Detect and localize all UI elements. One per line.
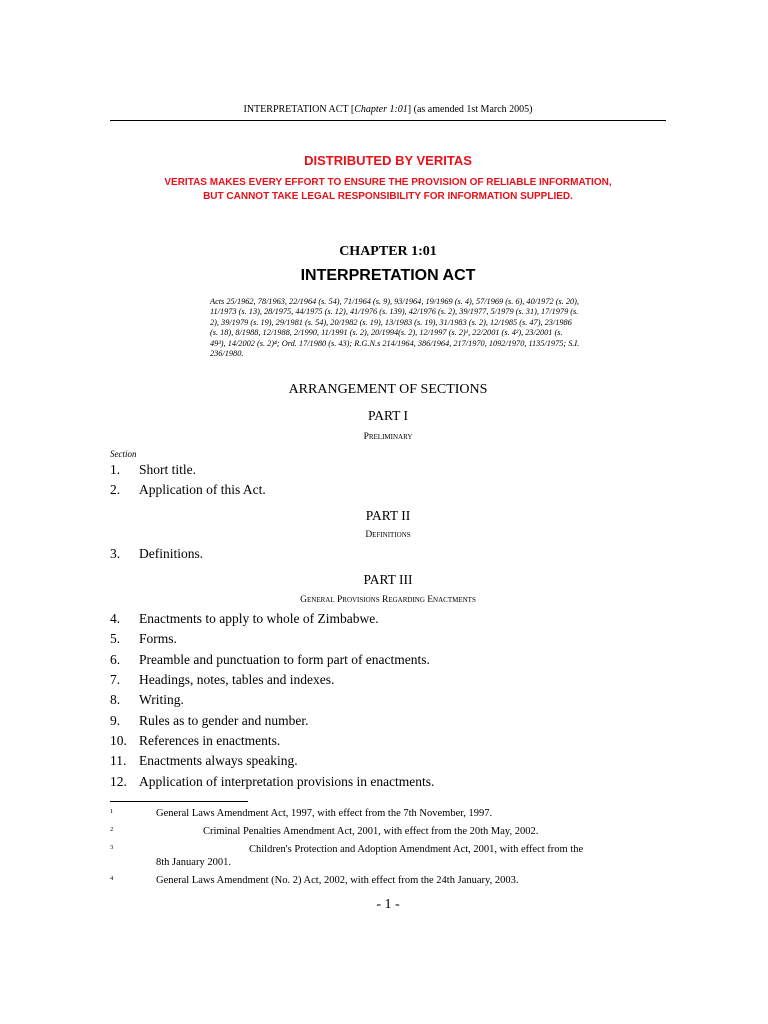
footnote-text: Children's Protection and Adoption Amendment Act, 2001, with effect from the 8th January 2001. xyxy=(156,844,584,868)
section-item xyxy=(110,713,308,729)
section-item xyxy=(110,546,203,562)
section-number: 9. xyxy=(110,713,121,728)
footnote xyxy=(110,874,586,887)
distributor-heading: DISTRIBUTED BY VERITAS xyxy=(304,153,472,168)
section-item xyxy=(110,672,334,688)
section-title: Preamble and punctuation to form part of enactments. xyxy=(139,652,430,667)
footnote xyxy=(110,843,586,869)
section-number: 10. xyxy=(110,733,127,748)
section-item xyxy=(110,462,196,478)
chapter-number: CHAPTER 1:01 xyxy=(339,244,437,259)
section-item xyxy=(110,733,280,749)
header-title: INTERPRETATION ACT [ xyxy=(243,104,355,115)
part-1-subtitle: Preliminary xyxy=(363,432,413,442)
section-title: Application of interpretation provisions in enactments. xyxy=(139,774,435,789)
section-title: Forms. xyxy=(139,631,177,646)
section-number: 11. xyxy=(110,753,127,768)
section-number: 2. xyxy=(110,482,121,497)
section-title: References in enactments. xyxy=(139,733,281,748)
footnote xyxy=(110,807,586,820)
section-item xyxy=(110,631,177,647)
section-item xyxy=(110,482,266,498)
part-1-title: PART I xyxy=(367,408,409,423)
section-title: Writing. xyxy=(139,692,184,707)
footnote-mark: 3 xyxy=(110,844,114,851)
section-number: 4. xyxy=(110,611,121,626)
section-title: Definitions. xyxy=(139,546,204,561)
disclaimer-line-1: VERITAS MAKES EVERY EFFORT TO ENSURE THE PROVISION OF RELIABLE INFORMATION, xyxy=(164,177,612,188)
section-number: 1. xyxy=(110,462,121,477)
section-number: 12. xyxy=(110,774,127,789)
section-title: Headings, notes, tables and indexes. xyxy=(139,672,335,687)
section-label: Section xyxy=(110,449,137,459)
section-item xyxy=(110,611,379,627)
section-number: 6. xyxy=(110,652,121,667)
header-suffix: ] (as amended 1st March 2005) xyxy=(407,104,533,115)
section-number: 3. xyxy=(110,546,121,561)
section-title: Short title. xyxy=(139,462,196,477)
disclaimer-line-2: BUT CANNOT TAKE LEGAL RESPONSIBILITY FOR INFORMATION SUPPLIED. xyxy=(203,191,573,202)
running-header xyxy=(110,104,666,115)
section-number: 5. xyxy=(110,631,121,646)
part-2-subtitle: Definitions xyxy=(365,530,411,540)
section-title: Application of this Act. xyxy=(139,482,266,497)
arrangement-heading: ARRANGEMENT OF SECTIONS xyxy=(288,382,488,397)
section-title: Enactments to apply to whole of Zimbabwe. xyxy=(139,611,379,626)
footnote xyxy=(110,825,586,838)
section-number: 8. xyxy=(110,692,121,707)
section-item xyxy=(110,774,434,790)
section-title: Rules as to gender and number. xyxy=(139,713,309,728)
footnote-mark: 1 xyxy=(110,808,114,815)
footnote-mark: 2 xyxy=(110,826,114,833)
part-3-title: PART III xyxy=(363,572,413,587)
section-item xyxy=(110,753,298,769)
section-number: 7. xyxy=(110,672,121,687)
footnote-mark: 4 xyxy=(110,875,114,882)
footnote-text: General Laws Amendment Act, 1997, with effect from the 7th November, 1997. xyxy=(156,808,493,819)
footnote-divider xyxy=(110,801,248,802)
section-item xyxy=(110,692,184,708)
footnote-text: Criminal Penalties Amendment Act, 2001, with effect from the 20th May, 2002. xyxy=(203,826,539,837)
header-divider xyxy=(110,120,666,121)
amending-acts-list: Acts 25/1962, 78/1963, 22/1964 (s. 54), 71/1964 (s. 9), 93/1964, 19/1969 (s. 4), 57/1969 (s. 6), 40/1972 (s. 20), 11/1973 (s. 13), 28/1975, 44/1975 (s. 12), 41/1976 (s. 139), 42/1976 (s. 2), 39/1977, 5/1979 (s. 31), 17/1979 (s. 2), 39/1979 (s. 19), 29/1981 (s. 54), 20/1982 (s. 19), 13/1983 (s. 19), 31/1983 (s. 2), 12/1985 (s. 47), 23/1986 (s. 18), 8/1988, 12/1988, 2/1990, 11/1991 (s. 2), 20/1994(s. 2), 12/1997 (s. 2)¹, 22/2001 (s. 4²), 23/2001 (s. 49³), 14/2002 (s. 2)⁴; Ord. 17/1980 (s. 43); R.G.N.s 214/1964, 386/1964, 217/1970, 1092/1970, 1135/1975; S.I. 236/1980. xyxy=(210,297,580,359)
section-item xyxy=(110,652,430,668)
part-3-subtitle: General Provisions Regarding Enactments xyxy=(300,595,476,605)
header-chapter-ref: Chapter 1:01 xyxy=(354,104,408,115)
act-title: INTERPRETATION ACT xyxy=(300,267,476,284)
footnote-text: General Laws Amendment (No. 2) Act, 2002, with effect from the 24th January, 2003. xyxy=(156,875,519,886)
part-2-title: PART II xyxy=(365,508,411,523)
section-title: Enactments always speaking. xyxy=(139,753,298,768)
disclaimer xyxy=(110,176,666,204)
page-number: - 1 - xyxy=(376,897,400,912)
